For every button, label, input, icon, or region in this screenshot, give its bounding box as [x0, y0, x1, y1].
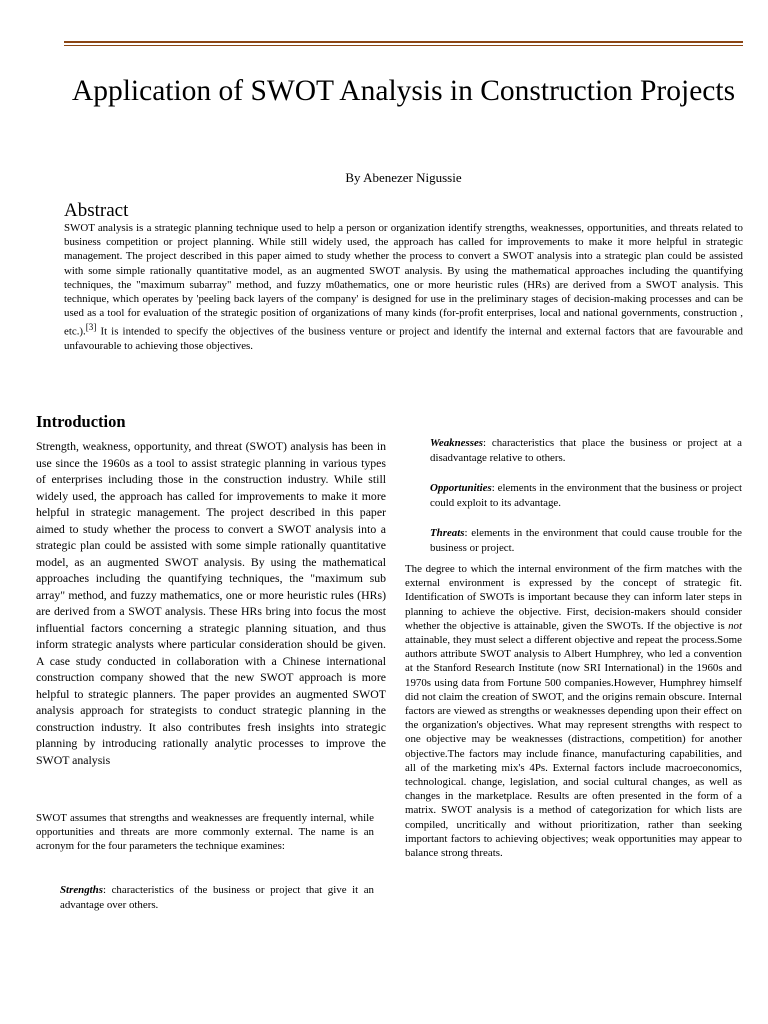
- weaknesses-definition: [430, 436, 742, 465]
- author-byline: By Abenezer Nigussie: [345, 170, 462, 185]
- strengths-definition: [60, 883, 374, 912]
- strategic-fit-part-1: The degree to which the internal environment of the firm matches with the external environment is expressed by the concept of strategic fit. Identification of SWOTs is important because they can inform later steps in planning to achieve the objective. First, decision-makers should consider whether the objective is attainable, given the SWOTs. If the objective is: [405, 563, 742, 632]
- abstract-text-part-2: It is intended to specify the objectives of the business venture or project and identify the internal and external factors that are favourable and unfavourable to achieving those objectives.: [64, 326, 743, 353]
- abstract-text-part-1: SWOT analysis is a strategic planning technique used to help a person or organization identify strengths, weaknesses, opportunities, and threats related to business competition or project planning. While still widely used, the approach has called for improvements to make it more helpful in strategic management. The project described in this paper aimed to study whether the process to convert a SWOT analysis into a strategic plan could be assisted with some simple rationally quantitative model, as an augmented SWOT analysis. By using the mathematical approaches including the quantifying techniques, the "maximum subarray" method, and fuzzy m0athematics, one or more heuristic rules (HRs) are derived from a SWOT analysis. This technique, which operates by 'peeling back layers of the company' is designed for use in the preliminary stages of decision-making processes and can be used as a tool for evaluation of the strategic position of organizations of many kinds (for-profit enterprises, local and national governments, construction , etc.).: [64, 222, 743, 339]
- introduction-text: Strength, weakness, opportunity, and threat (SWOT) analysis has been in use since the 1960s as a tool to assist strategic planning in various types of enterprises including those in the construction industry. While still widely used, the approach has called for improvements to make it more helpful in strategic management. The project described in this paper aimed to study whether the process to convert a SWOT analysis into a strategic plan could be assisted with some simple rationally quantitative model, as an augmented SWOT analysis. By using the mathematical approaches including the quantifying techniques, the "maximum sub array" method, and fuzzy mathematics, one or more heuristic rules (HRs) are derived from a SWOT analysis. These HRs bring into focus the most influential factors concerning a strategic planning situation, and thus inform strategic analysts where particular consideration should be given. A case study conducted in collaboration with a Chinese international construction company showed that the new SWOT approach is more helpful to strategic planners. The paper provides an augmented SWOT analysis approach for strategists to conduct strategic planning in the construction industry. It also contributes fresh insights into strategic planning by introducing rationally analytic processes to improve the SWOT analysis: [36, 439, 386, 767]
- strategic-fit-part-2: attainable, they must select a different objective and repeat the process.Some authors attribute SWOT analysis to Albert Humphrey, who led a convention at the Stanford Research Institute (now SRI International) in the 1960s and 1970s using data from Fortune 500 companies.However, Humphrey himself did not claim the creation of SWOT, and the origins remain obscure. Internal factors are viewed as strengths or weaknesses depending upon their effect on the organization's objectives. What may represent strengths with respect to one objective may be weaknesses (distractions, competition) for another objective.The factors may include finance, manufacturing capabilities, and all of the marketing mix's 4Ps. External factors include macroeconomics, technological. change, legislation, and social cultural changes, as well as changes in the marketplace. Results are often presented in the form of a matrix. SWOT analysis is a method of categorization for which lists are compiled, uncritically and without prioritization, rather than seeking important factors to achieving objectives; weak opportunities may appear to balance strong threats.: [405, 634, 742, 860]
- weaknesses-term: Weaknesses: [430, 437, 484, 449]
- top-rule-thin: [64, 45, 743, 46]
- introduction-heading: Introduction: [36, 412, 126, 431]
- top-rule: [64, 41, 743, 43]
- strengths-term: Strengths: [60, 884, 103, 896]
- strategic-fit-text: [405, 562, 742, 860]
- opportunities-definition: [430, 481, 742, 510]
- paper-title: Application of SWOT Analysis in Construction Projects: [71, 75, 736, 107]
- threats-term: Threats: [430, 527, 465, 539]
- opportunities-term: Opportunities: [430, 482, 492, 494]
- weaknesses-description: : characteristics that place the business or project at a disadvantage relative to others.: [430, 437, 742, 464]
- swot-intro-text: SWOT assumes that strengths and weaknesses are frequently internal, while opportunities and threats are more commonly external. The name is an acronym for the four parameters the technique examines:: [36, 812, 374, 853]
- threats-description: : elements in the environment that could cause trouble for the business or project.: [430, 527, 742, 554]
- citation-ref[interactable]: [3]: [85, 322, 97, 333]
- threats-definition: [430, 526, 742, 555]
- opportunities-description: : elements in the environment that the business or project could exploit to its advantage.: [430, 482, 742, 509]
- abstract-heading: Abstract: [64, 200, 129, 221]
- strengths-description: : characteristics of the business or project that give it an advantage over others.: [60, 884, 374, 911]
- emphasis-not: not: [728, 619, 742, 632]
- abstract-text: [64, 221, 743, 353]
